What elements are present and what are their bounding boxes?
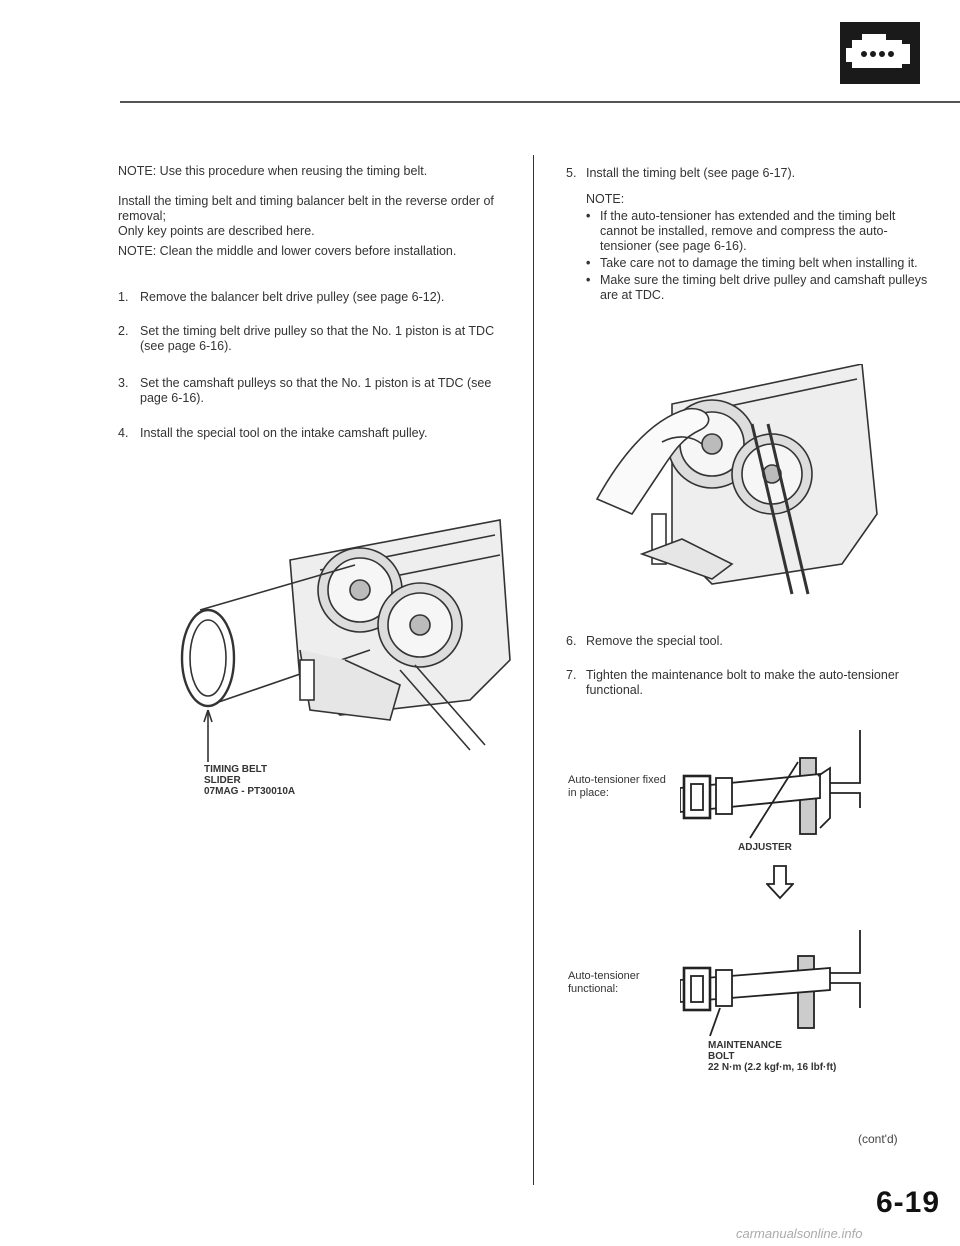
functional-label: Auto-tensioner functional: [568,970,640,995]
adjuster-label: ADJUSTER [738,842,792,853]
belt-install-illustration [592,364,882,604]
camshaft-tool-illustration [170,500,520,780]
step-number: 4. [118,426,129,440]
tool-label-line: SLIDER [204,775,241,786]
step-number: 5. [566,166,577,180]
note-clean: NOTE: Clean the middle and lower covers before installation. [118,244,457,258]
step-number: 1. [118,290,129,304]
step-text: Install the special tool on the intake camshaft pulley. [140,426,428,440]
step-number: 7. [566,668,577,682]
intro-line: Install the timing belt and timing balancer belt in the reverse order of removal; [118,194,494,223]
step-number: 2. [118,324,129,338]
step-text: Set the timing belt drive pulley so that the No. 1 piston is at TDC (see page 6-16). [140,324,495,353]
step-text: Set the camshaft pulleys so that the No. 1 piston is at TDC (see page 6-16). [140,376,492,405]
page-number: 6-19 [876,1186,941,1219]
step-text: Tighten the maintenance bolt to make the auto-tensioner functional. [586,668,899,697]
note-item: • Make sure the timing belt drive pulley and camshaft pulleys are at TDC. [586,273,936,303]
step-text: Remove the balancer belt drive pulley (see page 6-12). [140,290,445,304]
column-divider [533,155,534,1185]
intro-text [118,194,508,239]
bolt-label [708,1040,836,1073]
watermark: carmanualsonline.info [736,1226,863,1241]
tool-label-line: TIMING BELT [204,764,268,775]
tool-label-line: 07MAG - PT30010A [204,786,296,797]
bolt-label-line: BOLT [708,1051,735,1062]
note-item: • If the auto-tensioner has extended and the timing belt cannot be installed, remove and compress the auto-tensioner (see page 6-16). [586,209,936,254]
arrow-down-icon [766,864,794,900]
continued-label: (cont'd) [858,1132,898,1146]
header-rule [120,101,960,103]
bolt-label-line: MAINTENANCE [708,1040,782,1051]
engine-icon [840,22,920,84]
fixed-label: Auto-tensioner fixed in place: [568,774,666,799]
tool-label [204,764,295,797]
intro-line-2: Only key points are described here. [118,224,315,238]
step-number: 6. [566,634,577,648]
note-item: • Take care not to damage the timing belt when installing it. [586,256,936,271]
step-5-notes [586,192,936,305]
tensioner-fixed-diagram [680,728,880,848]
tensioner-functional-diagram [680,928,880,1038]
note-label: NOTE: [586,192,625,206]
step-number: 3. [118,376,129,390]
note-reuse: NOTE: Use this procedure when reusing the timing belt. [118,164,428,178]
bolt-label-line: 22 N·m (2.2 kgf·m, 16 lbf·ft) [708,1062,837,1073]
step-text: Install the timing belt (see page 6-17). [586,166,796,180]
step-text: Remove the special tool. [586,634,723,648]
